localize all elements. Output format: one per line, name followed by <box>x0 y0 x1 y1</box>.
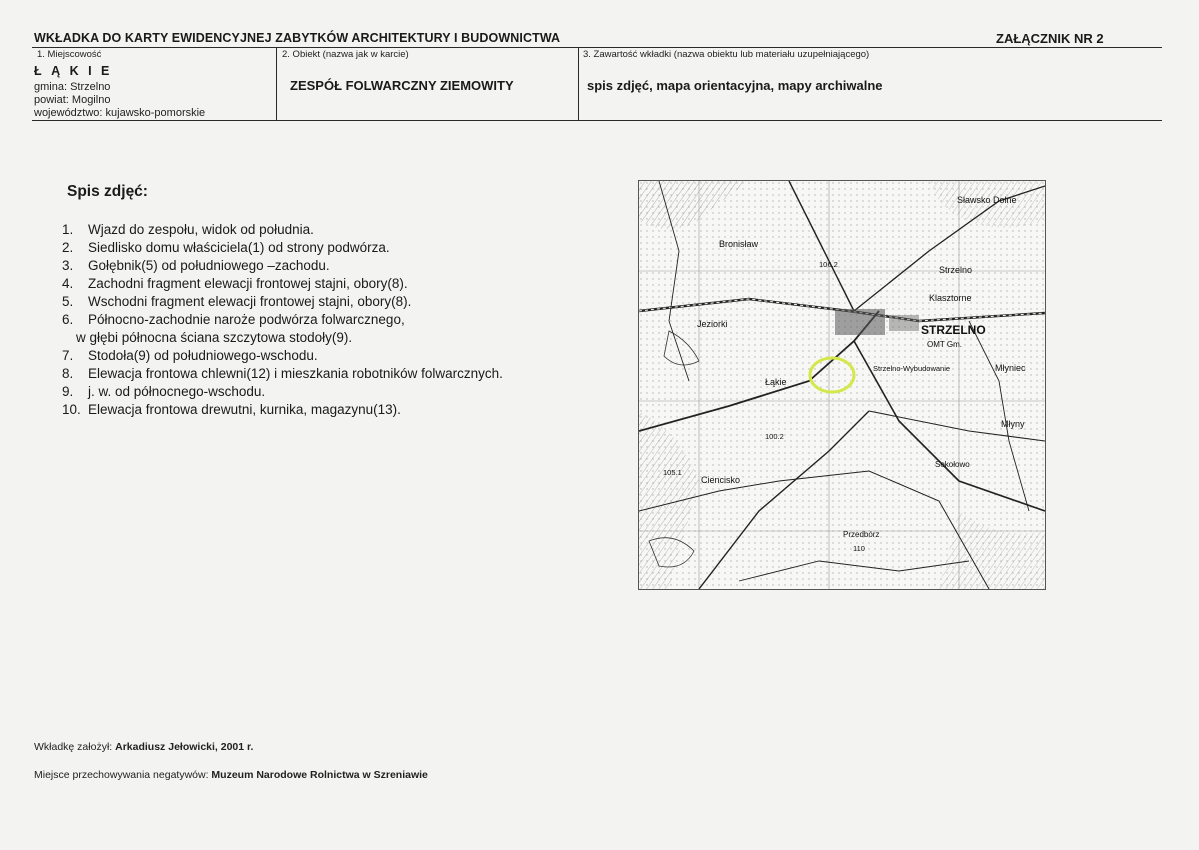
table-divider-1 <box>276 47 277 121</box>
map-label-mlyniec: Młyniec <box>995 363 1026 373</box>
table-bottom-border <box>32 120 1162 121</box>
orientation-map <box>638 180 1046 590</box>
voivodeship-text: województwo: kujawsko-pomorskie <box>34 107 206 119</box>
map-drawing <box>639 181 1045 589</box>
map-label-strzelno: STRZELNO <box>921 323 986 337</box>
map-label-ciencisko: Ciencisko <box>701 475 741 485</box>
object-name: ZESPÓŁ FOLWARCZNY ZIEMOWITY <box>290 78 514 93</box>
list-item: 8. Elewacja frontowa chlewni(12) i mieszkania robotników folwarcznych. <box>62 366 503 381</box>
content-value: spis zdjęć, mapa orientacyjna, mapy archiwalne <box>587 78 883 93</box>
author-name: Arkadiusz Jełowicki, 2001 r. <box>115 741 254 753</box>
list-item-continuation: w głębi północna ściana szczytowa stodoły(9). <box>76 330 353 345</box>
storage-name: Muzeum Narodowe Rolnictwa w Szreniawie <box>211 769 428 781</box>
photo-list <box>62 221 503 419</box>
map-label-klasztorne: Klasztorne <box>929 293 972 303</box>
form-title: WKŁADKA DO KARTY EWIDENCYJNEJ ZABYTKÓW ARCHITEKTURY I BUDOWNICTWA <box>34 31 561 45</box>
map-label-omt: OMT Gm. <box>927 340 962 349</box>
map-label-strzelno-small: Strzelno <box>939 265 973 275</box>
map-label-slawsko: Sławsko Dolne <box>957 195 1017 205</box>
powiat-text: powiat: Mogilno <box>34 94 111 106</box>
map-label-przedborz: Przedbórz <box>843 530 880 539</box>
list-item: 4. Zachodni fragment elewacji frontowej stajni, obory(8). <box>62 276 408 291</box>
list-item: 3. Gołębnik(5) od południowego –zachodu. <box>62 258 330 273</box>
list-item: 10. Elewacja frontowa drewutni, kurnika, magazynu(13). <box>62 402 401 417</box>
list-item: 7. Stodoła(9) od południowego-wschodu. <box>62 348 318 363</box>
list-item: 5. Wschodni fragment elewacji frontowej stajni, obory(8). <box>62 294 412 309</box>
map-label-wybudowanie: Strzelno-Wybudowanie <box>873 364 951 373</box>
map-label-mlyny: Młyny <box>1001 419 1025 429</box>
author-line <box>34 741 253 753</box>
map-label-lakie: Łąkie <box>765 377 787 387</box>
content-label: 3. Zawartość wkładki (nazwa obiektu lub materiału uzupełniającego) <box>583 49 870 60</box>
photo-list-title: Spis zdjęć: <box>67 183 148 200</box>
map-elevation-3: 105.1 <box>663 468 682 477</box>
locality-label: 1. Miejscowość <box>37 49 102 60</box>
list-item: 1. Wjazd do zespołu, widok od południa. <box>62 222 314 237</box>
table-divider-2 <box>578 47 579 121</box>
list-item: 9. j. w. od północnego-wschodu. <box>62 384 266 399</box>
author-label: Wkładkę założył: <box>34 741 113 753</box>
gmina-text: gmina: Strzelno <box>34 81 111 93</box>
map-label-sokolowo: Sokołowo <box>935 460 970 469</box>
list-item: 2. Siedlisko domu właściciela(1) od strony podwórza. <box>62 240 390 255</box>
object-label: 2. Obiekt (nazwa jak w karcie) <box>282 49 409 60</box>
storage-line <box>34 769 428 781</box>
list-item: 6. Północno-zachodnie naroże podwórza folwarcznego, <box>62 312 405 327</box>
map-elevation-2: 100.2 <box>765 432 784 441</box>
map-elevation-1: 106.2 <box>819 260 838 269</box>
map-elevation-4: 110 <box>853 544 865 553</box>
map-label-jeziorki: Jeziorki <box>697 319 728 329</box>
map-label-bronislaw: Bronisław <box>719 239 759 249</box>
annex-label: ZAŁĄCZNIK NR 2 <box>996 31 1104 46</box>
locality-name: Ł Ą K I E <box>34 64 113 78</box>
storage-label: Miejsce przechowywania negatywów: <box>34 769 209 781</box>
table-top-border <box>32 47 1162 48</box>
